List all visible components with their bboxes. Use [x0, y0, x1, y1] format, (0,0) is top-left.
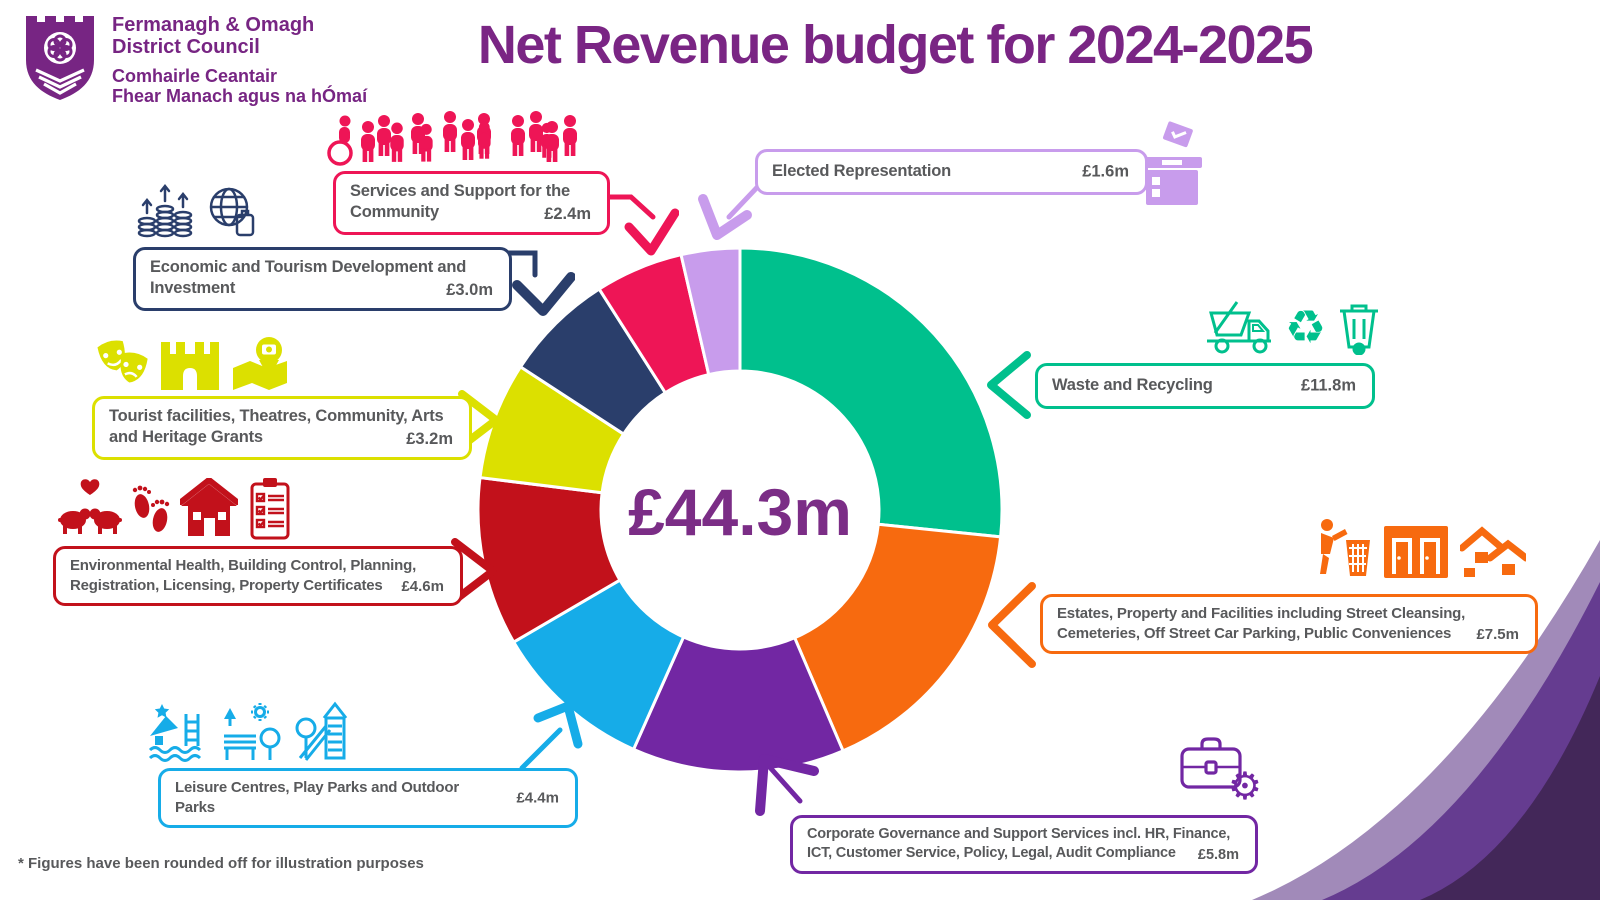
callout-waste-recycling	[1035, 300, 1375, 409]
callout-icons	[58, 476, 292, 540]
callout-arrow-up-left	[752, 747, 822, 819]
houses-icon	[1460, 518, 1526, 582]
castle-icon	[159, 334, 221, 392]
ballot-box-icon	[1140, 121, 1204, 207]
litter-person-icon	[1318, 518, 1372, 582]
callout-services-community	[333, 171, 610, 235]
swimming-pool-icon	[148, 702, 210, 764]
callout-label: Economic and Tourism Development and Investment	[150, 258, 467, 298]
callout-amount: £11.8m	[1300, 376, 1356, 395]
callout-arrow-left	[982, 580, 1038, 670]
globe-traveller-icon	[203, 181, 259, 241]
callout-icons	[1318, 518, 1526, 582]
callout-amount: £2.4m	[544, 204, 591, 223]
callout-amount: £4.4m	[516, 789, 559, 807]
callout-label: Waste and Recycling	[1052, 375, 1213, 394]
callout-label: Leisure Centres, Play Parks and Outdoor Parks	[175, 779, 459, 816]
coin-stacks-growth-icon	[135, 181, 193, 241]
waste-truck-icon	[1205, 297, 1275, 355]
callout-icons	[1140, 121, 1204, 207]
callout-box	[1035, 363, 1375, 409]
community-crowd-icon	[325, 111, 625, 167]
callout-icons	[95, 334, 289, 392]
animals-heart-icon	[58, 478, 122, 540]
council-shield-icon	[20, 8, 100, 104]
council-logo	[20, 8, 367, 106]
callout-environmental-health	[53, 546, 463, 606]
recycle-symbol-icon: ♻	[1285, 300, 1327, 354]
callout-icons	[135, 181, 259, 241]
callout-amount: £3.0m	[446, 280, 493, 299]
callout-box	[790, 815, 1258, 874]
callout-box	[1040, 594, 1538, 654]
council-name-ga-line1: Comhairle Ceantair	[112, 65, 278, 86]
donut-center-total: £44.3m	[628, 475, 852, 549]
callout-arrow-up-right	[516, 698, 596, 772]
callout-amount: £1.6m	[1082, 162, 1129, 181]
callout-amount: £3.2m	[406, 429, 453, 448]
clipboard-checklist-icon	[248, 476, 292, 540]
callout-economic-tourism	[133, 247, 512, 311]
callout-box	[158, 768, 578, 828]
callout-label: Environmental Health, Building Control, Planning, Registration, Licensing, Property Certificates	[70, 557, 417, 594]
camera-map-pin-icon	[231, 334, 289, 392]
council-name-ga-line2: Fhear Manach agus na hÓmaí	[112, 85, 368, 106]
callout-amount: £7.5m	[1476, 626, 1519, 643]
house-icon	[180, 478, 238, 540]
callout-box	[92, 396, 472, 460]
wheelie-bin-icon	[1336, 297, 1382, 355]
footnote: * Figures have been rounded off for illustration purposes	[18, 855, 424, 872]
park-bench-icon	[220, 702, 282, 764]
callout-arrow-down-right	[501, 247, 575, 321]
callout-estates-property	[1040, 594, 1538, 654]
council-name-en-line2: District Council	[112, 36, 260, 59]
callout-box	[755, 149, 1148, 195]
callout-label: Corporate Governance and Support Services incl. HR, Finance, ICT, Customer Service, Policy, Legal, Audit Compliance	[807, 826, 1231, 861]
callout-amount: £5.8m	[1197, 846, 1239, 863]
callout-icons	[325, 111, 625, 167]
playground-icon	[292, 700, 350, 764]
svg-text:⚙: ⚙	[1227, 764, 1262, 803]
callout-label: Tourist facilities, Theatres, Community, Arts and Heritage Grants	[109, 407, 444, 447]
callout-icons	[1178, 731, 1262, 803]
theatre-masks-icon	[95, 334, 149, 392]
callout-label: Estates, Property and Facilities including Street Cleansing, Cemeteries, Off Street Car Parking, Public Conveniences	[1057, 605, 1466, 642]
council-name-en-line1: Fermanagh & Omagh	[112, 14, 315, 36]
briefcase-gear-icon	[1178, 731, 1262, 803]
public-toilets-icon	[1382, 518, 1450, 582]
callout-amount: £4.6m	[401, 578, 444, 595]
footprints-icon	[132, 478, 170, 540]
callout-elected-representation	[755, 149, 1148, 195]
callout-corporate-governance	[790, 764, 1262, 874]
callout-box	[333, 171, 610, 235]
callout-label: Services and Support for the Community	[350, 182, 570, 222]
callout-tourist-facilities	[92, 396, 472, 460]
callout-leisure-centres	[158, 768, 578, 828]
callout-box	[133, 247, 512, 311]
callout-icons	[1205, 297, 1382, 355]
callout-label: Elected Representation	[772, 161, 951, 180]
page-title: Net Revenue budget for 2024-2025	[477, 15, 1313, 75]
callout-icons	[148, 700, 350, 764]
callout-box	[53, 546, 463, 606]
callout-arrow-left	[981, 351, 1033, 419]
